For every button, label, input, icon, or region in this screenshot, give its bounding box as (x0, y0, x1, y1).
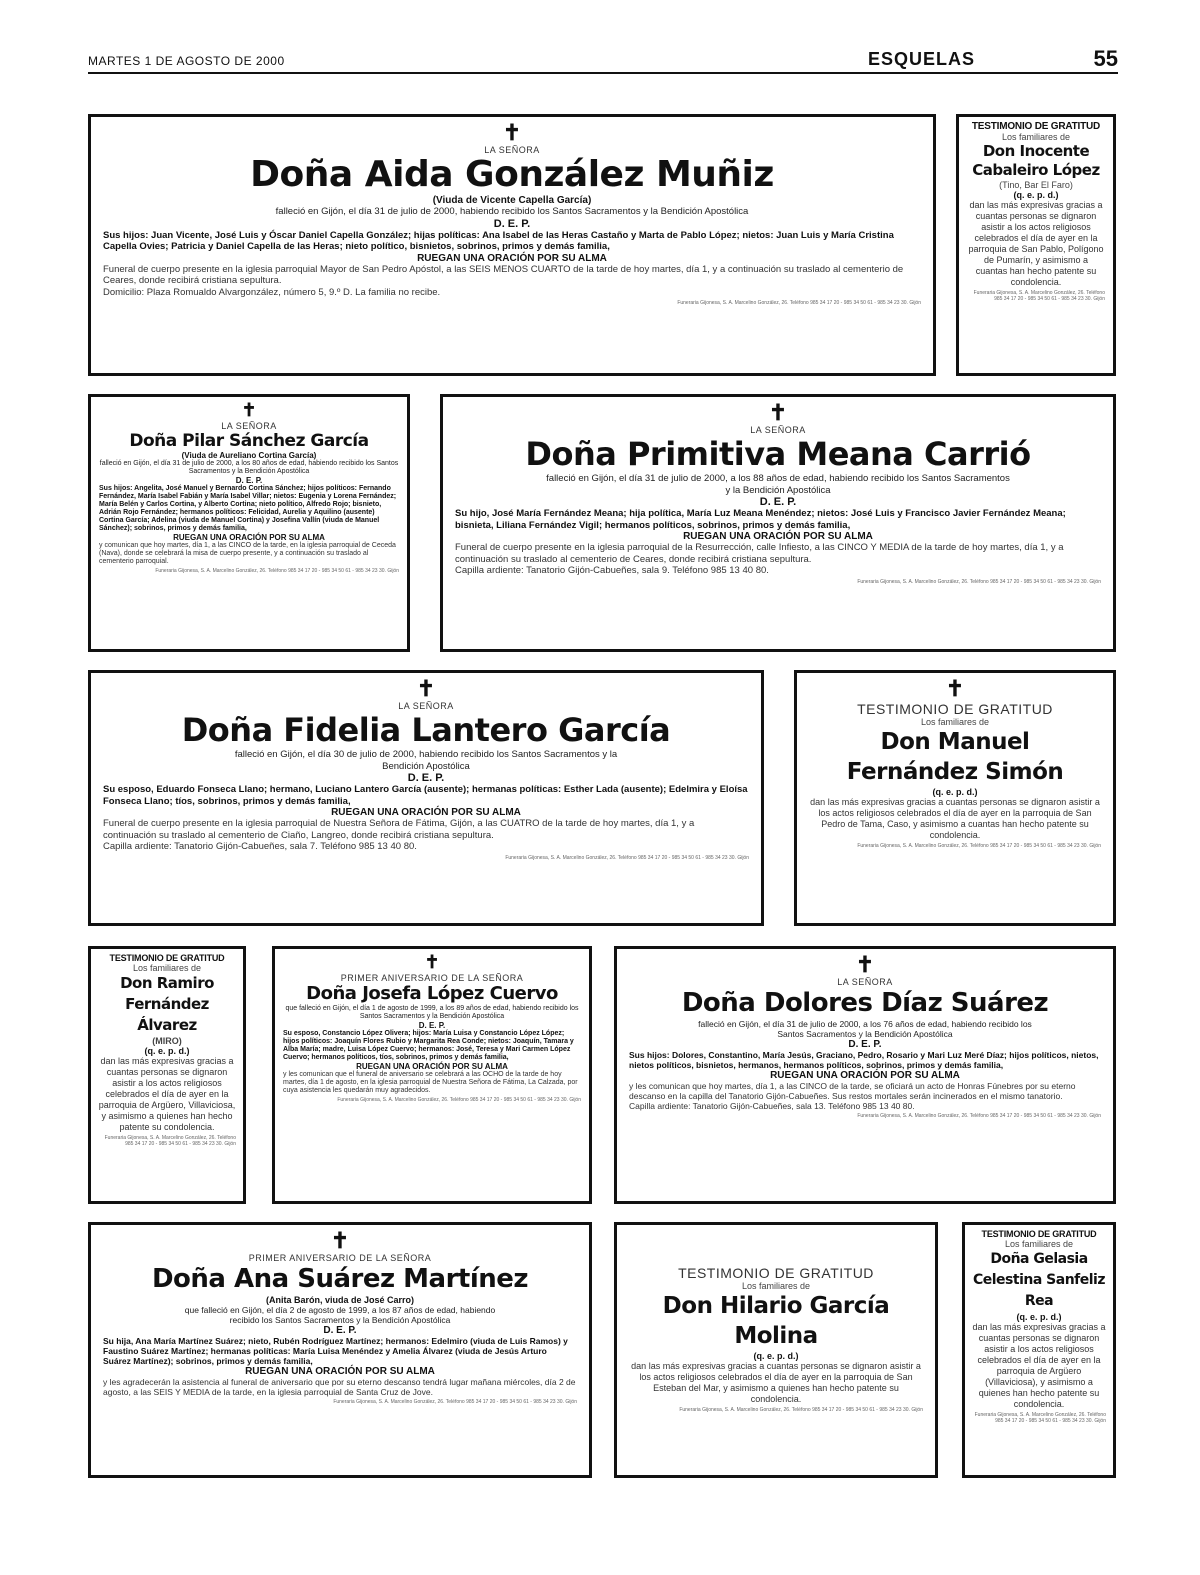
deceased-name: Doña Gelasia Celestina Sanfeliz Rea (972, 1251, 1105, 1309)
cross-icon: ✝ (424, 952, 440, 973)
deceased-alias: (Anita Barón, viuda de José Carro) (265, 1295, 415, 1305)
funeral-details: y les comunican que el funeral de aniversario se celebrará a las OCHO de la tarde de hoy martes, día 1 de agosto, en la iglesia parroquial de Nuestra Señora de Fátima, La Calzada, por cuya asistencia les quedarán muy agradecidos. (283, 1071, 578, 1094)
printer-credit: Funeraria Gijonesa, S. A. Marcelino González, 26. Teléfono 985 34 17 20 - 985 34 50 61 - 985 34 23 30. Gijón (333, 1399, 577, 1405)
header-date: MARTES 1 DE AGOSTO DE 2000 (88, 54, 285, 68)
chapel-details: Capilla ardiente: Tanatorio Gijón-Cabueñes, sala 9. Teléfono 985 13 40 80. (455, 565, 769, 576)
families-label: Los familiares de (132, 963, 202, 973)
printer-credit: Funeraria Gijonesa, S. A. Marcelino González, 26. Teléfono 985 34 17 20 - 985 34 50 61 - 985 34 23 30. Gijón (505, 854, 749, 861)
obituary-label: PRIMER ANIVERSARIO DE LA SEÑORA (340, 973, 524, 983)
dep-label: D. E. P. (759, 496, 797, 508)
gratitude-title: TESTIMONIO DE GRATITUD (971, 121, 1101, 132)
deceased-name: Doña Pilar Sánchez García (129, 431, 369, 451)
printer-credit: Funeraria Gijonesa, S. A. Marcelino González, 26. Teléfono 985 34 17 20 - 985 34 50 61 - 985 34 23 30. Gijón (337, 1097, 581, 1103)
family-list: Sus hijos: Angelita, José Manuel y Bernardo Cortina Sánchez; hijos políticos: Fernando Fernández, María Isabel Fabián y María Isabel Villar; nietos: Eugenia y Lorena Fernández; María Belén y Carlos Cortina, y Alberto Cortina; nieto político, Alfredo Rojo; bisnieto, Adrián Rojo Fernández; hermanos políticos: Felicidad, Aurelia y Aquilino (ausente) Cortina García; Adelina (viuda de Manuel Cortina) y Josefina Vallín (viuda de Manuel Sánchez); sobrinos, primos y demás familia, (99, 485, 397, 532)
family-list: Su hijo, José María Fernández Meana; hija política, María Luz Meana Menéndez; nietos: José Luis y Francisco Javier Fernández Meana; bisnieta, Liliana Fernández Vigil; hermanos políticos, sobrinos, primos y demás familia, (455, 508, 1066, 531)
printer-credit: Funeraria Gijonesa, S. A. Marcelino González, 26. Teléfono 985 34 17 20 - 985 34 50 61 - 985 34 23 30. Gijón (155, 568, 399, 574)
obituary-pilar (88, 394, 410, 652)
obituary-fidelia (88, 670, 764, 926)
obituary-primitiva (440, 394, 1116, 652)
death-notice: falleció en Gijón, el día 31 de julio de 2000, a los 80 años de edad, habiendo recibido los Santos Sacramentos y la Bendición Apostólica (99, 460, 399, 475)
funeral-details: y les agradecerán la asistencia al funeral de aniversario que por su eterno descanso tendrá lugar mañana miércoles, día 2 de agosto, a las SEIS Y MEDIA de la tarde, en la iglesia parroquial de Santa Cruz de Jove. (103, 1377, 576, 1397)
obituary-ana (88, 1222, 592, 1478)
chapel-details: Capilla ardiente: Tanatorio Gijón-Cabueñes, sala 13. Teléfono 985 13 40 80. (629, 1101, 915, 1111)
prayer-request: RUEGAN UNA ORACIÓN POR SU ALMA (356, 1062, 508, 1071)
qepd-label: (q. e. p. d.) (1016, 1312, 1062, 1322)
death-notice: falleció en Gijón, el día 30 de julio de 2000, habiendo recibido los Santos Sacramentos y la Bendición Apostólica (234, 749, 618, 772)
families-label: Los familiares de (1001, 132, 1071, 142)
chapel-details: Capilla ardiente: Tanatorio Gijón-Cabueñes, sala 7. Teléfono 985 13 40 80. (103, 841, 417, 852)
page-number: 55 (1093, 46, 1118, 71)
gratitude-title: TESTIMONIO DE GRATITUD (981, 1229, 1097, 1239)
prayer-request: RUEGAN UNA ORACIÓN POR SU ALMA (417, 252, 607, 264)
domicile-details: Domicilio: Plaza Romualdo Alvargonzález, número 5, 9.º D. La familia no recibe. (103, 286, 441, 298)
funeral-details: Funeral de cuerpo presente en la iglesia parroquial de Nuestra Señora de Fátima, Gijón, a las CUATRO de la tarde de hoy martes, día 1, y a continuación su traslado al cementerio de Ciaño, Langreo, donde recibirá cristiana sepultura. (103, 818, 695, 841)
cross-icon: ✝ (855, 952, 875, 978)
gratitude-ramiro (88, 946, 246, 1204)
gratitude-hilario (614, 1222, 938, 1478)
dep-label: D. E. P. (848, 1039, 882, 1050)
printer-credit: Funeraria Gijonesa, S. A. Marcelino González, 26. Teléfono 985 34 17 20 - 985 34 50 61 - 985 34 23 30. Gijón (857, 578, 1101, 585)
death-notice: que falleció en Gijón, el día 2 de agosto de 1999, a los 87 años de edad, habiendo recibido los Santos Sacramentos y la Bendición Apostólica (184, 1305, 496, 1325)
printer-credit: Funeraria Gijonesa, S. A. Marcelino González, 26. Teléfono 985 34 17 20 - 985 34 50 61 - 985 34 23 30. Gijón (857, 1113, 1101, 1119)
gratitude-manuel (794, 670, 1116, 926)
deceased-name: Doña Primitiva Meana Carrió (525, 435, 1031, 473)
qepd-label: (q. e. p. d.) (753, 1351, 799, 1361)
prayer-request: RUEGAN UNA ORACIÓN POR SU ALMA (770, 1070, 960, 1081)
families-label: Los familiares de (920, 717, 990, 727)
section-title: ESQUELAS (868, 49, 976, 69)
family-list: Su hija, Ana María Martínez Suárez; nieto, Rubén Rodríguez Martínez; hermanos: Edelmiro (viuda de Luis Ramos) y Faustino Suárez Martínez; hermanas políticas: María Luisa Menéndez y Amelia Álvarez (viuda de Jesús Arturo Suárez Martínez); sobrinos, primos y demás familia, (103, 1336, 568, 1366)
death-notice: falleció en Gijón, el día 31 de julio de 2000, a los 76 años de edad, habiendo recibido los Santos Sacramentos y la Bendición Apostólica (698, 1019, 1032, 1039)
obituary-label: LA SEÑORA (221, 421, 277, 431)
prayer-request: RUEGAN UNA ORACIÓN POR SU ALMA (683, 531, 873, 542)
deceased-alias: (MIRO) (152, 1036, 182, 1046)
cross-icon: ✝ (945, 676, 965, 702)
obituary-aida (88, 114, 936, 376)
obituary-label: PRIMER ANIVERSARIO DE LA SEÑORA (248, 1253, 432, 1263)
family-list: Su esposo, Eduardo Fonseca Llano; hermano, Luciano Lantero García (ausente); hermanas políticas: Esther Lada (ausente); Edelmira y Eloísa Fonseca Llano; tíos, sobrinos, primos y demás familia, (103, 784, 748, 807)
gratitude-text: dan las más expresivas gracias a cuantas personas se dignaron asistir a los actos religiosos celebrados el día de ayer en la parroquia de San Pedro de Tama, Caso, y asimismo a cuantas han hecho patente su condolencia. (810, 797, 1100, 840)
deceased-name: Doña Dolores Díaz Suárez (681, 988, 1049, 1018)
family-list: Sus hijos: Dolores, Constantino, María Jesús, Graciano, Pedro, Rosario y Mari Luz Meré Díaz; hijos políticos, nietos, nietos políticos, bisnietos, hermanos, hermanos políticos, sobrinos, primos y demás familia, (629, 1050, 1099, 1070)
cross-icon: ✝ (416, 676, 436, 702)
gratitude-text: dan las más expresivas gracias a cuantas personas se dignaron asistir a los actos religiosos celebrados el día de ayer en la parroquia de Argüero (Villaviciosa), y asimismo a quienes han hecho patente su condolencia. (972, 1322, 1106, 1409)
family-list: Su esposo, Constancio López Olivera; hijos: María Luisa y Constancio López López; hijos políticos: Joaquín Flores Rubio y Margarita Rea Conde; nietos: Joaquín, Tamara y Alba María; madre, Luisa López Cuervo; hermanos: José, Teresa y Mari Carmen López Cuervo; hermanos políticos, tíos, sobrinos, primos y demás familia, (283, 1030, 574, 1061)
funeral-details: Funeral de cuerpo presente en la iglesia parroquial de la Resurrección, calle Infiesto, a las CINCO Y MEDIA de la tarde de hoy martes, día 1, y a continuación su traslado al cementerio de Ceares, donde recibirá cristiana sepultura. (455, 542, 1064, 565)
prayer-request: RUEGAN UNA ORACIÓN POR SU ALMA (173, 533, 325, 542)
qepd-label: (q. e. p. d.) (144, 1046, 190, 1056)
funeral-details: Funeral de cuerpo presente en la iglesia parroquial Mayor de San Pedro Apóstol, a las SEIS MENOS CUARTO de la tarde de hoy martes, día 1, y a continuación su traslado al cementerio de Ceares, donde recibirá cristiana sepultura. (103, 263, 904, 286)
obituary-label: LA SEÑORA (750, 425, 806, 435)
gratitude-text: dan las más expresivas gracias a cuantas personas se dignaron asistir a los actos religiosos celebrados el día de ayer en la parroquia de San Esteban del Mar, y asimismo a quienes han hecho patente su condolencia. (631, 1361, 921, 1404)
deceased-alias: (Tino, Bar El Faro) (999, 180, 1073, 190)
cross-icon: ✝ (330, 1228, 350, 1254)
obituary-dolores (614, 946, 1116, 1204)
deceased-name: Doña Aida González Muñiz (250, 154, 774, 195)
deceased-alias: (Viuda de Vicente Capella García) (432, 195, 592, 206)
prayer-request: RUEGAN UNA ORACIÓN POR SU ALMA (245, 1366, 435, 1377)
dep-label: D. E. P. (235, 476, 263, 485)
qepd-label: (q. e. p. d.) (932, 787, 978, 797)
printer-credit: Funeraria Gijonesa, S. A. Marcelino González, 26. Teléfono 985 34 17 20 - 985 34 50 61 - 985 34 23 30. Gijón (974, 1412, 1106, 1424)
dep-label: D. E. P. (418, 1021, 446, 1030)
prayer-request: RUEGAN UNA ORACIÓN POR SU ALMA (331, 807, 521, 818)
gratitude-title: TESTIMONIO DE GRATITUD (678, 1265, 874, 1281)
deceased-name: Don Manuel Fernández Simón (846, 729, 1064, 785)
gratitude-title: TESTIMONIO DE GRATITUD (857, 701, 1053, 717)
deceased-name: Don Hilario García Molina (662, 1293, 890, 1349)
cross-icon: ✝ (241, 400, 257, 421)
qepd-label: (q. e. p. d.) (1013, 190, 1059, 200)
dep-label: D. E. P. (407, 772, 445, 784)
obituary-label: LA SEÑORA (484, 145, 540, 155)
obituary-label: LA SEÑORA (398, 701, 454, 711)
deceased-name: Doña Ana Suárez Martínez (151, 1264, 529, 1294)
printer-credit: Funeraria Gijonesa, S. A. Marcelino González, 26. Teléfono 985 34 17 20 - 985 34 50 61 - 985 34 23 30. Gijón (677, 300, 921, 306)
obituary-josefa (272, 946, 592, 1204)
page-header (88, 44, 1118, 74)
families-label: Los familiares de (741, 1281, 811, 1291)
funeral-details: y comunican que hoy martes, día 1, a las CINCO de la tarde, en la iglesia parroquial de Ceceda (Nava), donde se celebrará la misa de cuerpo presente, y a continuación su traslado al cementerio parroquial. (99, 542, 396, 565)
deceased-name: Don Inocente Cabaleiro López (972, 142, 1100, 179)
families-label: Los familiares de (1004, 1239, 1074, 1249)
cross-icon: ✝ (502, 120, 522, 146)
printer-credit: Funeraria Gijonesa, S. A. Marcelino González, 26. Teléfono 985 34 17 20 - 985 34 50 61 - 985 34 23 30. Gijón (857, 843, 1101, 849)
funeral-details: y les comunican que hoy martes, día 1, a las CINCO de la tarde, se oficiará un acto de Honras Fúnebres por su eterno descanso en la capilla del Tanatorio Gijón-Cabueñes. Sus restos mortales serán incinerados en el mismo tanatorio. (629, 1081, 1076, 1101)
dep-label: D. E. P. (323, 1325, 357, 1336)
death-notice: falleció en Gijón, el día 31 de julio de 2000, a los 88 años de edad, habiendo recibido los Santos Sacramentos y la Bendición Apostólica (546, 473, 1010, 496)
deceased-name: Doña Fidelia Lantero García (181, 711, 671, 749)
gratitude-inocente (956, 114, 1116, 376)
printer-credit: Funeraria Gijonesa, S. A. Marcelino González, 26. Teléfono 985 34 17 20 - 985 34 50 61 - 985 34 23 30. Gijón (104, 1135, 236, 1147)
gratitude-text: dan las más expresivas gracias a cuantas personas se dignaron asistir a los actos religiosos celebrados el día de ayer en la parroquia de San Pablo, Polígono de Pumarín, y asimismo a cuantas han hecho patente su condolencia. (968, 200, 1104, 287)
cross-icon: ✝ (768, 400, 788, 426)
death-notice: falleció en Gijón, el día 31 de julio de 2000, habiendo recibido los Santos Sacramentos y la Bendición Apostólica (275, 206, 749, 217)
gratitude-title: TESTIMONIO DE GRATITUD (109, 953, 225, 963)
gratitude-gelasia (962, 1222, 1116, 1478)
printer-credit: Funeraria Gijonesa, S. A. Marcelino González, 26. Teléfono 985 34 17 20 - 985 34 50 61 - 985 34 23 30. Gijón (973, 290, 1105, 302)
printer-credit: Funeraria Gijonesa, S. A. Marcelino González, 26. Teléfono 985 34 17 20 - 985 34 50 61 - 985 34 23 30. Gijón (679, 1407, 923, 1413)
deceased-name: Don Ramiro Fernández Álvarez (120, 974, 214, 1034)
gratitude-text: dan las más expresivas gracias a cuantas personas se dignaron asistir a los actos religiosos celebrados el día de ayer en la parroquia de Argüero, Villaviciosa, y asimismo a quienes han hecho patente su condolencia. (98, 1056, 236, 1132)
death-notice: que falleció en Gijón, el día 1 de agosto de 1999, a los 89 años de edad, habiendo recibido los Santos Sacramentos y la Bendición Apostólica (285, 1005, 579, 1020)
deceased-name: Doña Josefa López Cuervo (306, 983, 558, 1004)
dep-label: D. E. P. (493, 217, 531, 230)
deceased-alias: (Viuda de Aureliano Cortina García) (181, 451, 317, 460)
obituary-label: LA SEÑORA (837, 977, 893, 987)
family-list: Sus hijos: Juan Vicente, José Luis y Óscar Daniel Capella González; hijas políticas: Ana Isabel de las Heras Castaño y Marta de Pablo López; nietos: Juan Luis y María Cristina Capella Ovies; Patricia y Daniel Capella de las Heras; nieto político, bisnietos, sobrinos, primos y demás familia, (103, 229, 894, 252)
